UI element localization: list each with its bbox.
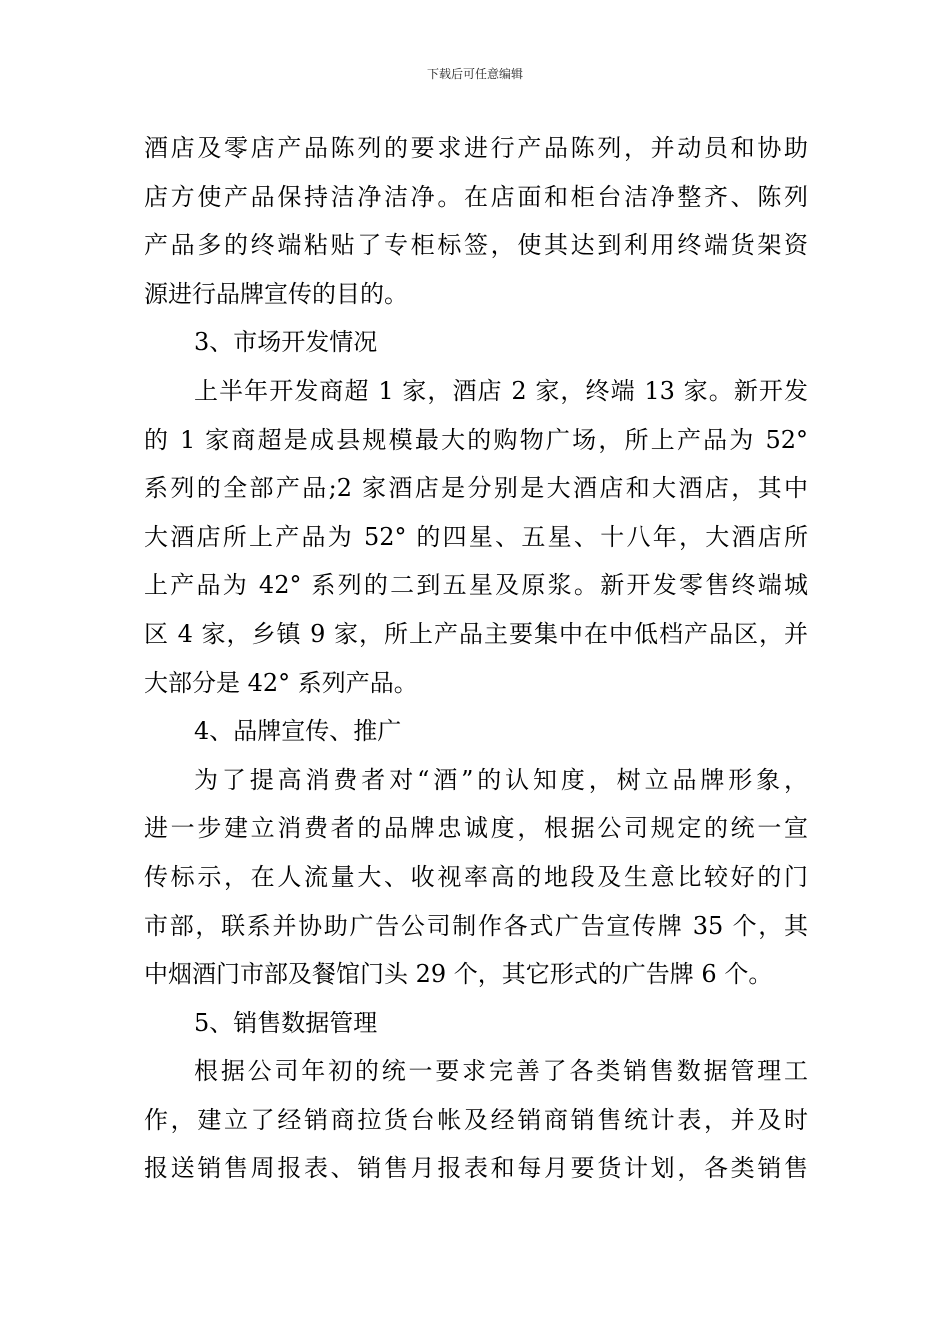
- text-line: 酒店及零店产品陈列的要求进行产品陈列，并动员和协助: [144, 134, 808, 162]
- text-line: 店方使产品保持洁净洁净。在店面和柜台洁净整齐、陈列: [144, 182, 808, 211]
- text-line: 5、销售数据管理: [194, 1008, 378, 1037]
- text-line: 报送销售周报表、销售月报表和每月要货计划，各类销售: [144, 1154, 808, 1183]
- text-line: 上产品为 42° 系列的二到五星及原浆。新开发零售终端城: [144, 571, 808, 600]
- text-line: 中烟酒门市部及餐馆门头 29 个，其它形式的广告牌 6 个。: [144, 960, 773, 989]
- text-line: 产品多的终端粘贴了专柜标签，使其达到利用终端货架资: [144, 231, 808, 260]
- text-line: 根据公司年初的统一要求完善了各类销售数据管理工: [194, 1057, 808, 1086]
- text-line: 4、品牌宣传、推广: [194, 717, 402, 746]
- text-line: 传标示，在人流量大、收视率高的地段及生意比较好的门: [144, 862, 808, 891]
- text-line: 上半年开发商超 1 家，酒店 2 家，终端 13 家。新开发: [194, 376, 808, 405]
- text-line: 源进行品牌宣传的目的。: [144, 279, 408, 308]
- document-body: [144, 124, 808, 1193]
- text-line: 进一步建立消费者的品牌忠诚度，根据公司规定的统一宣: [144, 814, 808, 843]
- text-line: 系列的全部产品;2 家酒店是分别是大酒店和大酒店，其中: [144, 474, 808, 503]
- text-line: 区 4 家，乡镇 9 家，所上产品主要集中在中低档产品区，并: [144, 619, 808, 648]
- text-line: 大部分是 42° 系列产品。: [144, 668, 418, 697]
- text-line: 市部，联系并协助广告公司制作各式广告宣传牌 35 个，其: [144, 911, 808, 940]
- text-line: 大酒店所上产品为 52° 的四星、五星、十八年，大酒店所: [144, 522, 808, 551]
- text-line: 3、市场开发情况: [194, 328, 378, 357]
- text-line: 为了提高消费者对“酒”的认知度，树立品牌形象，: [194, 765, 808, 794]
- text-line: 作，建立了经销商拉货台帐及经销商销售统计表，并及时: [144, 1105, 808, 1134]
- page-header: 下载后可任意编辑: [426, 67, 523, 81]
- text-line: 的 1 家商超是成县规模最大的购物广场，所上产品为 52°: [144, 425, 808, 454]
